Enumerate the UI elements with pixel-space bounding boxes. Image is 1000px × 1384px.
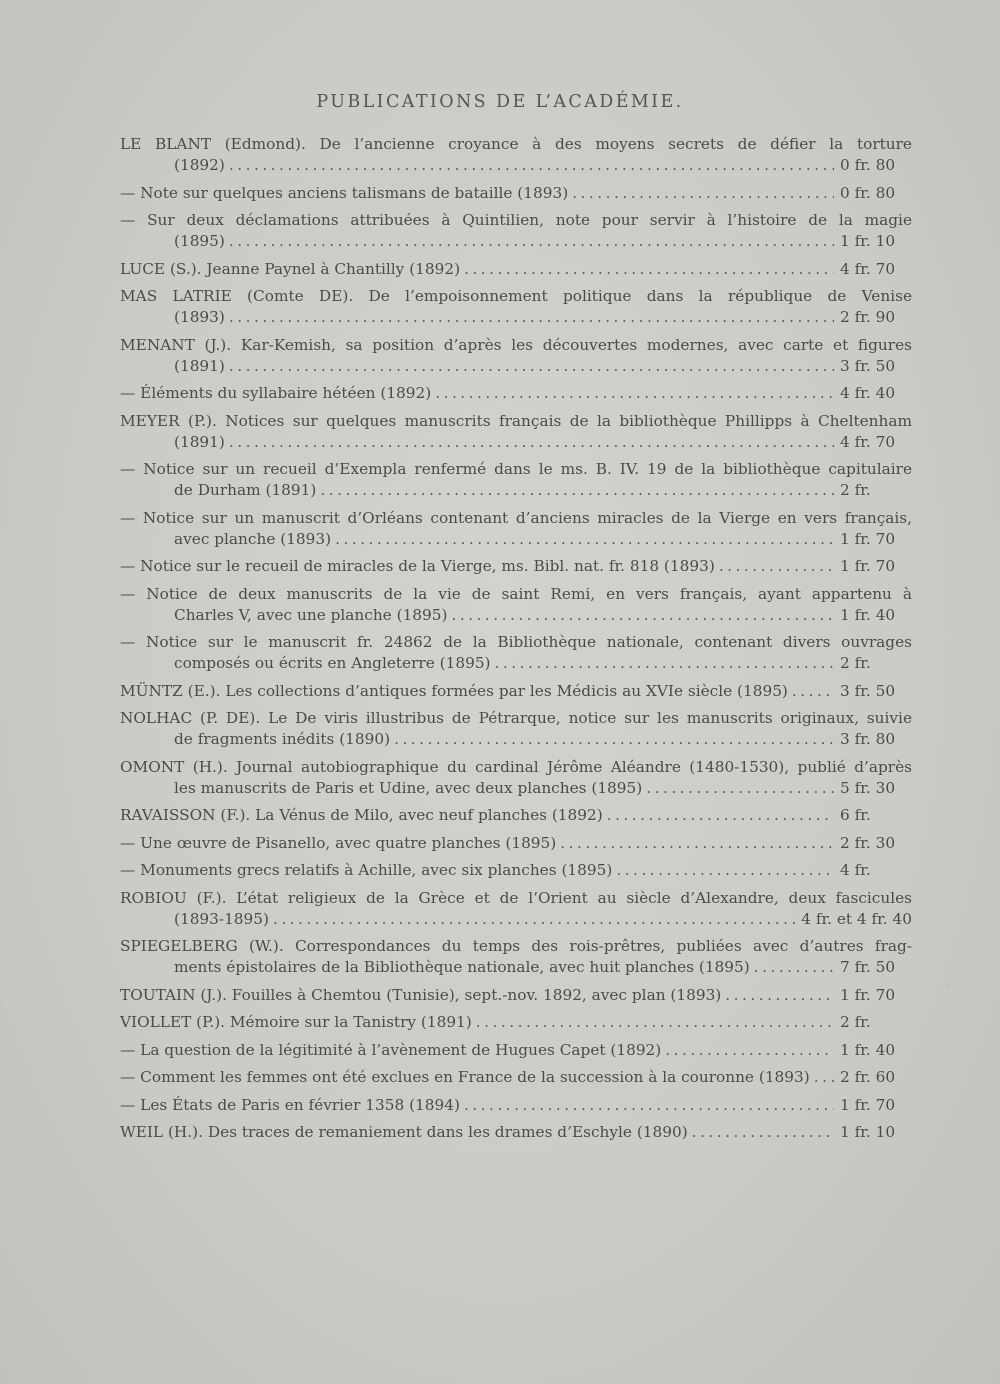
entry-title-line: — Notice sur un manuscrit d’Orléans contenant d’anciens miracles de la Vierge en vers français,	[120, 508, 912, 527]
entry-title-line: SPIEGELBERG (W.). Correspondances du temps des rois-prêtres, publiées avec d’autres frag-	[120, 937, 912, 955]
publication-entry	[120, 681, 912, 702]
dot-leader	[725, 985, 834, 1006]
dot-leader	[464, 1095, 834, 1116]
publication-entry	[120, 556, 912, 577]
publication-entry	[120, 632, 912, 674]
publication-entry	[120, 860, 912, 881]
publication-entry	[120, 411, 912, 453]
dot-leader	[335, 529, 834, 550]
entry-price-line	[120, 356, 912, 377]
entry-text: — Comment les femmes ont été exclues en France de la succession à la couronne (1893)	[120, 1068, 810, 1086]
entry-price: 2 fr. 60	[840, 1068, 896, 1086]
entry-price-line	[120, 231, 912, 252]
entry-price: 1 fr. 70	[840, 529, 896, 548]
entry-price-line	[120, 529, 912, 550]
entry-price: 1 fr. 70	[840, 1095, 896, 1114]
dot-leader	[719, 556, 834, 577]
publication-entry	[120, 985, 912, 1006]
dot-leader	[792, 681, 834, 702]
entry-text: MÜNTZ (E.). Les collections d’antiques formées par les Médicis au XVIe siècle (1895)	[120, 681, 788, 700]
dot-leader	[273, 909, 795, 930]
entry-text: — Une œuvre de Pisanello, avec quatre planches (1895)	[120, 833, 557, 852]
entry-price-line	[120, 1012, 912, 1033]
entry-price-line	[120, 833, 912, 854]
publication-entry	[120, 584, 912, 626]
entry-text: — Note sur quelques anciens talismans de bataille (1893)	[120, 183, 569, 202]
publication-entry	[120, 708, 912, 750]
entry-price-line	[120, 957, 912, 978]
entry-price-line	[120, 383, 912, 404]
entry-text: (1893-1895)	[174, 909, 269, 928]
publication-entry	[120, 888, 912, 930]
entry-title-line: OMONT (H.). Journal autobiographique du cardinal Jérôme Aléandre (1480-1530), publié d’après	[120, 757, 912, 776]
entry-price-line	[120, 653, 912, 674]
entry-price: 1 fr. 40	[840, 1040, 896, 1059]
dot-leader	[476, 1012, 834, 1033]
publication-entry	[120, 459, 912, 501]
entry-price-line	[120, 805, 912, 826]
entry-price: 2 fr.	[840, 654, 871, 672]
entry-price-line	[120, 1095, 912, 1116]
dot-leader	[435, 383, 834, 404]
entry-title-line: — Notice sur le manuscrit fr. 24862 de la Bibliothèque nationale, contenant divers ouvrages	[120, 633, 912, 651]
dot-leader	[495, 653, 834, 674]
entry-price: 0 fr. 80	[840, 183, 896, 202]
entry-text: — Éléments du syllabaire hétéen (1892)	[120, 384, 432, 402]
entry-title-line: — Notice sur un recueil d’Exempla renfermé dans le ms. B. IV. 19 de la bibliothèque capitulaire	[120, 460, 912, 478]
entry-text: (1891)	[174, 432, 225, 451]
entry-price: 1 fr. 10	[840, 232, 896, 250]
entry-text: avec planche (1893)	[174, 529, 332, 548]
entry-price-line	[120, 860, 912, 881]
entry-title-line: MAS LATRIE (Comte DE). De l’empoisonnement politique dans la république de Venise	[120, 287, 912, 305]
publication-entry	[120, 383, 912, 404]
entry-title-line: MENANT (J.). Kar-Kemish, sa position d’après les découvertes modernes, avec carte et figures	[120, 335, 912, 354]
publication-entry	[120, 805, 912, 826]
entry-price: 2 fr.	[840, 481, 871, 499]
entry-price: 7 fr. 50	[840, 958, 896, 976]
dot-leader	[229, 432, 834, 453]
entry-price-line	[120, 1040, 912, 1061]
entry-text: RAVAISSON (F.). La Vénus de Milo, avec neuf planches (1892)	[120, 806, 603, 824]
publication-entry	[120, 1067, 912, 1088]
dot-leader	[229, 231, 834, 252]
publication-entry	[120, 1095, 912, 1116]
entry-price: 1 fr. 70	[840, 557, 896, 575]
entry-title-line: NOLHAC (P. DE). Le De viris illustribus de Pétrarque, notice sur les manuscrits originaux, suivie	[120, 709, 912, 727]
entry-price: 1 fr. 40	[840, 605, 896, 624]
dot-leader	[616, 860, 834, 881]
entry-title-line: MEYER (P.). Notices sur quelques manuscrits français de la bibliothèque Phillipps à Cheltenham	[120, 411, 912, 430]
publication-entry	[120, 936, 912, 978]
entry-price-line	[120, 1067, 912, 1088]
entry-price: 4 fr. 70	[840, 259, 896, 278]
entry-price-line	[120, 909, 912, 930]
entry-text: composés ou écrits en Angleterre (1895)	[174, 654, 491, 672]
entry-price: 1 fr. 10	[840, 1123, 896, 1141]
entry-text: — Notice sur le recueil de miracles de la Vierge, ms. Bibl. nat. fr. 818 (1893)	[120, 557, 715, 575]
dot-leader	[560, 833, 834, 854]
entry-title-line: ROBIOU (F.). L’état religieux de la Grèce et de l’Orient au siècle d’Alexandre, deux fascicules	[120, 888, 912, 907]
entry-price-line	[120, 307, 912, 328]
entry-text: — La question de la légitimité à l’avènement de Hugues Capet (1892)	[120, 1040, 662, 1059]
entry-text: — Monuments grecs relatifs à Achille, avec six planches (1895)	[120, 861, 613, 879]
entry-price: 2 fr.	[840, 1013, 871, 1031]
dot-leader	[754, 957, 834, 978]
entry-price-line	[120, 1122, 912, 1143]
publication-entry	[120, 833, 912, 854]
entry-price: 2 fr. 90	[840, 308, 896, 326]
entry-price: 2 fr. 30	[840, 833, 896, 852]
publications-list	[120, 134, 912, 1150]
entry-price-line	[120, 729, 912, 750]
dot-leader	[320, 480, 834, 501]
publication-entry	[120, 286, 912, 328]
entry-price-line	[120, 183, 912, 204]
dot-leader	[665, 1040, 834, 1061]
entry-text: WEIL (H.). Des traces de remaniement dans les drames d’Eschyle (1890)	[120, 1123, 688, 1141]
entry-price-line	[120, 480, 912, 501]
entry-title-line: — Sur deux déclamations attribuées à Quintilien, note pour servir à l’histoire de la magie	[120, 211, 912, 229]
dot-leader	[394, 729, 834, 750]
entry-price: 4 fr. 70	[840, 432, 896, 451]
dot-leader	[451, 605, 834, 626]
entry-title-line: — Notice de deux manuscrits de la vie de saint Remi, en vers français, ayant appartenu à	[120, 584, 912, 603]
entry-text: (1892)	[174, 156, 225, 174]
entry-price-line	[120, 605, 912, 626]
publication-entry	[120, 757, 912, 799]
entry-title-line: LE BLANT (Edmond). De l’ancienne croyance à des moyens secrets de défier la torture	[120, 135, 912, 153]
publication-entry	[120, 134, 912, 176]
entry-text: TOUTAIN (J.). Fouilles à Chemtou (Tunisie), sept.-nov. 1892, avec plan (1893)	[120, 985, 722, 1004]
page-heading: PUBLICATIONS DE L’ACADÉMIE.	[316, 92, 684, 112]
entry-text: ments épistolaires de la Bibliothèque nationale, avec huit planches (1895)	[174, 958, 750, 976]
entry-price: 0 fr. 80	[840, 156, 896, 174]
entry-text: de Durham (1891)	[174, 481, 317, 499]
entry-text: (1895)	[174, 232, 225, 250]
dot-leader	[572, 183, 834, 204]
publication-entry	[120, 183, 912, 204]
entry-price: 4 fr.	[840, 861, 871, 879]
entry-price-line	[120, 432, 912, 453]
dot-leader	[607, 805, 834, 826]
dot-leader	[229, 307, 834, 328]
publication-entry	[120, 210, 912, 252]
publication-entry	[120, 1012, 912, 1033]
entry-price: 3 fr. 80	[840, 730, 896, 748]
entry-price: 4 fr. 40	[840, 384, 896, 402]
dot-leader	[692, 1122, 834, 1143]
paper-spot	[945, 982, 951, 988]
publication-entry	[120, 508, 912, 550]
dot-leader	[229, 155, 834, 176]
entry-price-line	[120, 155, 912, 176]
paper-spot	[60, 52, 64, 56]
publication-entry	[120, 1040, 912, 1061]
dot-leader	[464, 259, 834, 280]
dot-leader	[229, 356, 834, 377]
entry-price-line	[120, 778, 912, 799]
entry-price: 3 fr. 50	[840, 681, 896, 700]
entry-price: 3 fr. 50	[840, 356, 896, 375]
entry-price: 1 fr. 70	[840, 985, 896, 1004]
entry-price: 4 fr. et 4 fr. 40	[801, 909, 912, 928]
entry-price-line	[120, 985, 912, 1006]
publication-entry	[120, 1122, 912, 1143]
entry-text: (1893)	[174, 308, 225, 326]
entry-price-line	[120, 556, 912, 577]
entry-price-line	[120, 681, 912, 702]
publication-entry	[120, 259, 912, 280]
dot-leader	[814, 1067, 834, 1088]
entry-price-line	[120, 259, 912, 280]
publication-entry	[120, 335, 912, 377]
entry-price: 6 fr.	[840, 806, 871, 824]
entry-text: Charles V, avec une planche (1895)	[174, 605, 448, 624]
entry-text: (1891)	[174, 356, 225, 375]
entry-text: VIOLLET (P.). Mémoire sur la Tanistry (1891)	[120, 1013, 472, 1031]
dot-leader	[646, 778, 834, 799]
entry-price: 5 fr. 30	[840, 778, 896, 797]
entry-text: de fragments inédits (1890)	[174, 730, 391, 748]
entry-text: LUCE (S.). Jeanne Paynel à Chantilly (1892)	[120, 259, 461, 278]
entry-text: — Les États de Paris en février 1358 (1894)	[120, 1095, 460, 1114]
entry-text: les manuscrits de Paris et Udine, avec deux planches (1895)	[174, 778, 643, 797]
